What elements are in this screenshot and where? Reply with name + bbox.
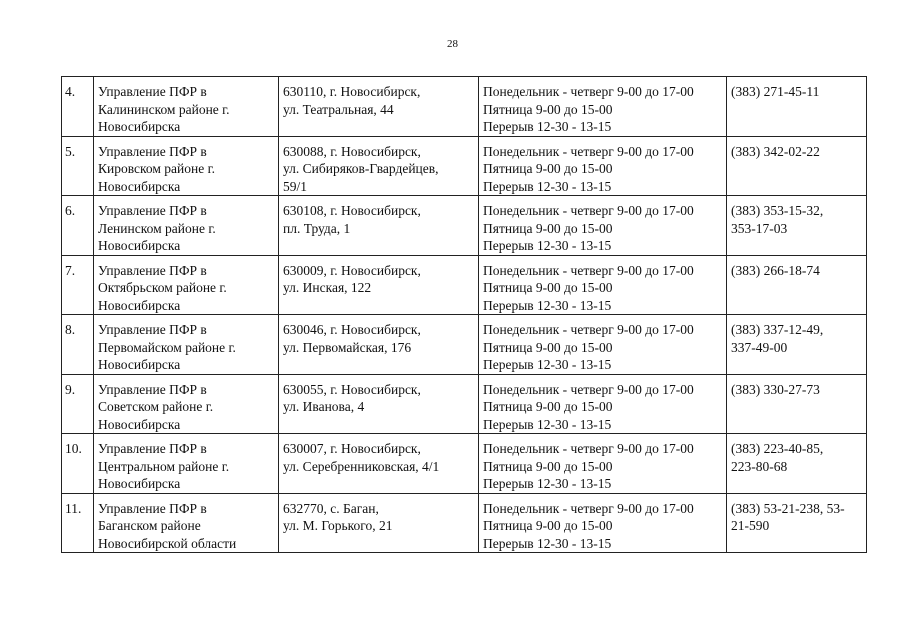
hours-line: Пятница 9-00 до 15-00 <box>483 220 613 236</box>
hours-line: Пятница 9-00 до 15-00 <box>483 101 613 117</box>
office-name-cell <box>94 315 279 375</box>
address-cell <box>279 196 479 256</box>
office-name-cell <box>94 434 279 494</box>
address-line: 632770, с. Баган, <box>283 500 379 516</box>
office-name-line: Баганском районе <box>98 518 201 533</box>
hours-line: Перерыв 12-30 - 13-15 <box>483 535 612 551</box>
office-name-cell <box>94 493 279 553</box>
hours-line: Понедельник - четверг 9-00 до 17-00 <box>483 500 694 516</box>
hours-cell <box>479 374 727 434</box>
row-number: 4. <box>65 84 76 99</box>
office-name-line: Управление ПФР в <box>98 262 207 278</box>
hours-line: Понедельник - четверг 9-00 до 17-00 <box>483 143 694 159</box>
address-line: 630046, г. Новосибирск, <box>283 322 421 337</box>
phone-cell <box>727 196 867 256</box>
phone-line: 337-49-00 <box>731 339 788 355</box>
phone-line: (383) 330-27-73 <box>731 381 820 397</box>
hours-line: Перерыв 12-30 - 13-15 <box>483 178 612 194</box>
phone-cell <box>727 77 867 137</box>
offices-table-body <box>62 77 867 553</box>
hours-line: Пятница 9-00 до 15-00 <box>483 339 613 355</box>
phone-line: 223-80-68 <box>731 458 788 474</box>
phone-line: (383) 337-12-49, <box>731 322 824 337</box>
office-name-line: Новосибирска <box>98 297 181 313</box>
office-name-line: Новосибирска <box>98 119 181 134</box>
phone-cell <box>727 136 867 196</box>
row-number-cell <box>62 315 94 375</box>
address-line: 630110, г. Новосибирск, <box>283 84 421 99</box>
office-name-line: Новосибирска <box>98 416 181 432</box>
table-row <box>62 255 867 315</box>
office-name-cell <box>94 255 279 315</box>
office-name-cell <box>94 77 279 137</box>
office-name-cell <box>94 136 279 196</box>
table-row <box>62 315 867 375</box>
hours-line: Понедельник - четверг 9-00 до 17-00 <box>483 381 694 397</box>
address-line: ул. Театральная, 44 <box>283 101 394 117</box>
row-number-cell <box>62 434 94 494</box>
office-name-cell <box>94 196 279 256</box>
row-number: 11. <box>65 500 82 516</box>
hours-line: Понедельник - четверг 9-00 до 17-00 <box>483 84 694 99</box>
table-row <box>62 196 867 256</box>
office-name-cell <box>94 374 279 434</box>
address-cell <box>279 315 479 375</box>
row-number-cell <box>62 374 94 434</box>
table-row <box>62 77 867 137</box>
table-row <box>62 493 867 553</box>
phone-cell <box>727 493 867 553</box>
hours-line: Пятница 9-00 до 15-00 <box>483 399 613 414</box>
hours-line: Понедельник - четверг 9-00 до 17-00 <box>483 441 694 456</box>
address-cell <box>279 493 479 553</box>
address-line: пл. Труда, 1 <box>283 220 351 236</box>
office-name-line: Центральном районе г. <box>98 458 230 474</box>
address-line: 630088, г. Новосибирск, <box>283 143 421 159</box>
phone-line: 21-590 <box>731 518 770 533</box>
table-row <box>62 434 867 494</box>
office-name-line: Управление ПФР в <box>98 203 207 218</box>
address-line: 630055, г. Новосибирск, <box>283 381 421 397</box>
hours-line: Перерыв 12-30 - 13-15 <box>483 416 612 432</box>
office-name-line: Калининском районе г. <box>98 101 230 117</box>
phone-line: (383) 266-18-74 <box>731 262 820 278</box>
address-line: ул. Первомайская, 176 <box>283 339 412 355</box>
office-name-line: Ленинском районе г. <box>98 220 216 236</box>
row-number: 6. <box>65 203 76 218</box>
office-name-line: Управление ПФР в <box>98 441 207 456</box>
hours-line: Пятница 9-00 до 15-00 <box>483 518 613 533</box>
hours-line: Перерыв 12-30 - 13-15 <box>483 357 612 372</box>
phone-cell <box>727 374 867 434</box>
address-line: ул. Иванова, 4 <box>283 399 365 414</box>
row-number: 7. <box>65 262 76 278</box>
address-cell <box>279 374 479 434</box>
row-number-cell <box>62 77 94 137</box>
page-number: 28 <box>447 38 458 50</box>
phone-line: (383) 342-02-22 <box>731 143 820 159</box>
hours-cell <box>479 255 727 315</box>
hours-line: Перерыв 12-30 - 13-15 <box>483 297 612 313</box>
row-number: 5. <box>65 143 76 159</box>
phone-line: 353-17-03 <box>731 220 788 236</box>
hours-line: Пятница 9-00 до 15-00 <box>483 280 613 295</box>
row-number: 9. <box>65 381 76 397</box>
phone-cell <box>727 315 867 375</box>
hours-line: Понедельник - четверг 9-00 до 17-00 <box>483 262 694 278</box>
office-name-line: Управление ПФР в <box>98 84 207 99</box>
address-line: ул. Сибиряков-Гвардейцев, <box>283 161 439 176</box>
office-name-line: Управление ПФР в <box>98 500 207 516</box>
table-row <box>62 136 867 196</box>
row-number: 8. <box>65 322 76 337</box>
address-cell <box>279 77 479 137</box>
phone-line: (383) 353-15-32, <box>731 203 824 218</box>
hours-cell <box>479 136 727 196</box>
hours-line: Перерыв 12-30 - 13-15 <box>483 119 612 134</box>
hours-cell <box>479 493 727 553</box>
phone-line: (383) 271-45-11 <box>731 84 820 99</box>
office-name-line: Первомайском районе г. <box>98 339 236 355</box>
phone-line: (383) 223-40-85, <box>731 441 824 456</box>
address-cell <box>279 136 479 196</box>
hours-line: Понедельник - четверг 9-00 до 17-00 <box>483 322 694 337</box>
address-line: 630108, г. Новосибирск, <box>283 203 421 218</box>
phone-cell <box>727 434 867 494</box>
office-name-line: Управление ПФР в <box>98 381 207 397</box>
office-name-line: Новосибирска <box>98 476 181 491</box>
hours-line: Пятница 9-00 до 15-00 <box>483 161 613 176</box>
hours-line: Понедельник - четверг 9-00 до 17-00 <box>483 203 694 218</box>
row-number-cell <box>62 136 94 196</box>
office-name-line: Кировском районе г. <box>98 161 215 176</box>
address-line: 630009, г. Новосибирск, <box>283 262 421 278</box>
offices-table <box>61 76 867 553</box>
address-cell <box>279 434 479 494</box>
office-name-line: Управление ПФР в <box>98 322 207 337</box>
hours-cell <box>479 77 727 137</box>
row-number: 10. <box>65 441 82 456</box>
hours-cell <box>479 315 727 375</box>
office-name-line: Новосибирской области <box>98 535 237 551</box>
phone-line: (383) 53-21-238, 53- <box>731 500 845 516</box>
phone-cell <box>727 255 867 315</box>
address-line: ул. Инская, 122 <box>283 280 372 295</box>
office-name-line: Октябрьском районе г. <box>98 280 227 295</box>
address-cell <box>279 255 479 315</box>
address-line: ул. М. Горького, 21 <box>283 518 393 533</box>
row-number-cell <box>62 255 94 315</box>
address-line: 630007, г. Новосибирск, <box>283 441 421 456</box>
row-number-cell <box>62 196 94 256</box>
address-line: 59/1 <box>283 178 308 194</box>
hours-line: Перерыв 12-30 - 13-15 <box>483 238 612 253</box>
office-name-line: Новосибирска <box>98 238 181 253</box>
office-name-line: Новосибирска <box>98 178 181 194</box>
hours-line: Пятница 9-00 до 15-00 <box>483 458 613 474</box>
hours-cell <box>479 434 727 494</box>
hours-cell <box>479 196 727 256</box>
office-name-line: Новосибирска <box>98 357 181 372</box>
table-row <box>62 374 867 434</box>
office-name-line: Управление ПФР в <box>98 143 207 159</box>
hours-line: Перерыв 12-30 - 13-15 <box>483 476 612 491</box>
row-number-cell <box>62 493 94 553</box>
office-name-line: Советском районе г. <box>98 399 214 414</box>
address-line: ул. Серебренниковская, 4/1 <box>283 458 440 474</box>
